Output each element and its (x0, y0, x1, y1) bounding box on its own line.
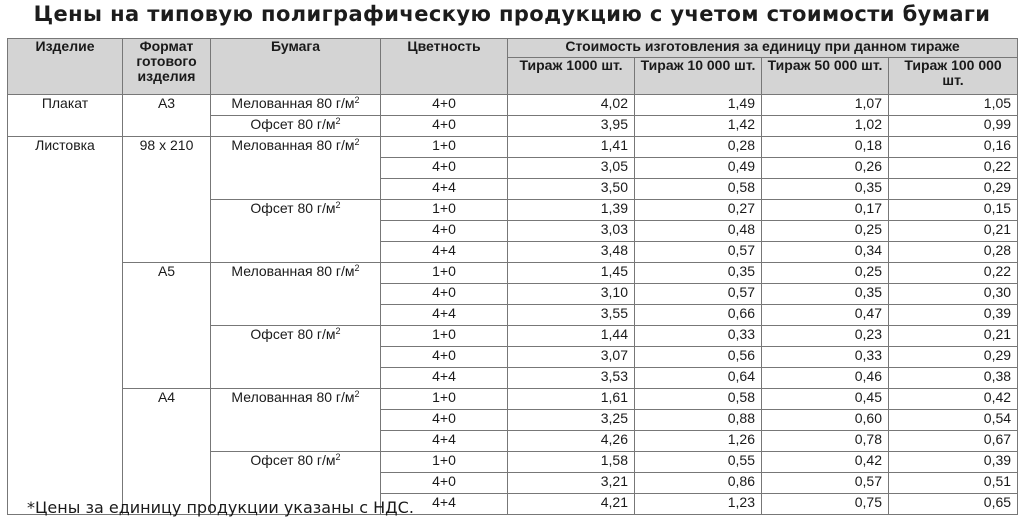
paper-cell (211, 263, 381, 326)
format-cell: А4 (123, 389, 211, 515)
paper-cell (211, 95, 381, 116)
price-cell: 0,23 (762, 326, 889, 347)
color-cell: 1+0 (381, 326, 508, 347)
price-cell: 0,42 (889, 389, 1018, 410)
price-table-body (8, 95, 1018, 515)
color-cell: 4+4 (381, 431, 508, 452)
price-cell: 1,45 (508, 263, 635, 284)
price-cell: 0,15 (889, 200, 1018, 221)
price-cell: 1,42 (635, 116, 762, 137)
header-color: Цветность (381, 39, 508, 95)
price-cell: 1,39 (508, 200, 635, 221)
price-cell: 0,39 (889, 305, 1018, 326)
price-cell: 0,99 (889, 116, 1018, 137)
unit-superscript: 2 (354, 137, 360, 147)
price-cell: 0,18 (762, 137, 889, 158)
unit-superscript: 2 (335, 452, 341, 462)
price-cell: 0,16 (889, 137, 1018, 158)
header-run: Тираж 1000 шт. (508, 58, 635, 95)
unit-superscript: 2 (335, 326, 341, 336)
price-cell: 1,58 (508, 452, 635, 473)
price-table (7, 38, 1018, 515)
color-cell: 4+4 (381, 305, 508, 326)
paper-name: Офсет 80 г/м (250, 452, 336, 468)
price-cell: 0,88 (635, 410, 762, 431)
paper-cell (211, 389, 381, 452)
unit-superscript: 2 (335, 200, 341, 210)
price-cell: 0,55 (635, 452, 762, 473)
price-cell: 0,47 (762, 305, 889, 326)
color-cell: 1+0 (381, 263, 508, 284)
price-cell: 0,45 (762, 389, 889, 410)
price-cell: 4,26 (508, 431, 635, 452)
color-cell: 4+0 (381, 95, 508, 116)
price-cell: 0,38 (889, 368, 1018, 389)
header-cost-group: Стоимость изготовления за единицу при данном тираже (508, 39, 1018, 58)
color-cell: 4+4 (381, 494, 508, 515)
price-cell: 3,03 (508, 221, 635, 242)
paper-name: Офсет 80 г/м (250, 116, 336, 132)
price-cell: 4,02 (508, 95, 635, 116)
color-cell: 1+0 (381, 389, 508, 410)
table-row (8, 95, 1018, 116)
price-cell: 3,50 (508, 179, 635, 200)
paper-name: Офсет 80 г/м (250, 326, 336, 342)
paper-cell (211, 137, 381, 200)
color-cell: 4+0 (381, 116, 508, 137)
price-cell: 0,78 (762, 431, 889, 452)
price-cell: 1,61 (508, 389, 635, 410)
price-cell: 0,17 (762, 200, 889, 221)
table-row (8, 389, 1018, 410)
price-cell: 0,48 (635, 221, 762, 242)
price-cell: 0,57 (635, 284, 762, 305)
price-cell: 1,02 (762, 116, 889, 137)
paper-cell (211, 326, 381, 389)
price-cell: 0,57 (762, 473, 889, 494)
price-cell: 0,34 (762, 242, 889, 263)
table-row (8, 263, 1018, 284)
format-cell: 98 x 210 (123, 137, 211, 263)
price-cell: 0,65 (889, 494, 1018, 515)
header-product: Изделие (8, 39, 123, 95)
price-cell: 3,07 (508, 347, 635, 368)
price-cell: 0,35 (762, 179, 889, 200)
unit-superscript: 2 (354, 95, 360, 105)
price-cell: 3,95 (508, 116, 635, 137)
price-cell: 3,05 (508, 158, 635, 179)
color-cell: 4+4 (381, 179, 508, 200)
price-cell: 0,29 (889, 347, 1018, 368)
format-cell: А5 (123, 263, 211, 389)
price-cell: 0,56 (635, 347, 762, 368)
color-cell: 4+0 (381, 410, 508, 431)
price-cell: 3,53 (508, 368, 635, 389)
price-cell: 0,42 (762, 452, 889, 473)
color-cell: 4+0 (381, 221, 508, 242)
color-cell: 4+0 (381, 158, 508, 179)
color-cell: 4+0 (381, 347, 508, 368)
header-run: Тираж 100 000 шт. (889, 58, 1018, 95)
price-cell: 0,33 (762, 347, 889, 368)
price-cell: 1,05 (889, 95, 1018, 116)
color-cell: 4+0 (381, 284, 508, 305)
price-cell: 0,49 (635, 158, 762, 179)
price-cell: 0,67 (889, 431, 1018, 452)
price-cell: 0,75 (762, 494, 889, 515)
price-cell: 0,25 (762, 263, 889, 284)
paper-name: Мелованная 80 г/м (231, 263, 355, 279)
price-cell: 0,35 (635, 263, 762, 284)
page-title: Цены на типовую полиграфическую продукцию с учетом стоимости бумаги (33, 2, 991, 26)
color-cell: 1+0 (381, 200, 508, 221)
price-cell: 4,21 (508, 494, 635, 515)
price-cell: 0,46 (762, 368, 889, 389)
price-cell: 0,57 (635, 242, 762, 263)
product-cell: Листовка (8, 137, 123, 515)
price-cell: 0,51 (889, 473, 1018, 494)
header-run: Тираж 50 000 шт. (762, 58, 889, 95)
price-cell: 0,22 (889, 263, 1018, 284)
price-cell: 0,64 (635, 368, 762, 389)
paper-name: Мелованная 80 г/м (231, 389, 355, 405)
price-cell: 1,41 (508, 137, 635, 158)
price-cell: 0,21 (889, 221, 1018, 242)
price-cell: 0,35 (762, 284, 889, 305)
price-cell: 0,22 (889, 158, 1018, 179)
format-cell: А3 (123, 95, 211, 137)
price-cell: 0,21 (889, 326, 1018, 347)
unit-superscript: 2 (335, 116, 341, 126)
price-cell: 1,26 (635, 431, 762, 452)
price-cell: 0,60 (762, 410, 889, 431)
price-cell: 0,54 (889, 410, 1018, 431)
color-cell: 4+4 (381, 242, 508, 263)
paper-cell (211, 116, 381, 137)
price-cell: 3,48 (508, 242, 635, 263)
color-cell: 1+0 (381, 137, 508, 158)
footnote: *Цены за единицу продукции указаны с НДС. (27, 498, 414, 517)
price-cell: 3,21 (508, 473, 635, 494)
price-cell: 0,29 (889, 179, 1018, 200)
price-cell: 0,28 (889, 242, 1018, 263)
header-format: Формат готового изделия (123, 39, 211, 95)
paper-name: Мелованная 80 г/м (231, 95, 355, 111)
unit-superscript: 2 (354, 389, 360, 399)
price-cell: 1,49 (635, 95, 762, 116)
paper-name: Мелованная 80 г/м (231, 137, 355, 153)
paper-cell (211, 200, 381, 263)
unit-superscript: 2 (354, 263, 360, 273)
price-cell: 0,26 (762, 158, 889, 179)
price-cell: 1,44 (508, 326, 635, 347)
price-cell: 1,23 (635, 494, 762, 515)
table-row (8, 137, 1018, 158)
price-cell: 3,10 (508, 284, 635, 305)
color-cell: 4+0 (381, 473, 508, 494)
price-cell: 0,58 (635, 389, 762, 410)
price-cell: 1,07 (762, 95, 889, 116)
price-cell: 3,25 (508, 410, 635, 431)
price-cell: 0,39 (889, 452, 1018, 473)
price-cell: 0,30 (889, 284, 1018, 305)
header-paper: Бумага (211, 39, 381, 95)
price-cell: 3,55 (508, 305, 635, 326)
paper-name: Офсет 80 г/м (250, 200, 336, 216)
price-cell: 0,25 (762, 221, 889, 242)
price-cell: 0,33 (635, 326, 762, 347)
product-cell: Плакат (8, 95, 123, 137)
price-cell: 0,66 (635, 305, 762, 326)
color-cell: 1+0 (381, 452, 508, 473)
price-cell: 0,28 (635, 137, 762, 158)
color-cell: 4+4 (381, 368, 508, 389)
price-cell: 0,27 (635, 200, 762, 221)
price-cell: 0,58 (635, 179, 762, 200)
header-run: Тираж 10 000 шт. (635, 58, 762, 95)
price-cell: 0,86 (635, 473, 762, 494)
